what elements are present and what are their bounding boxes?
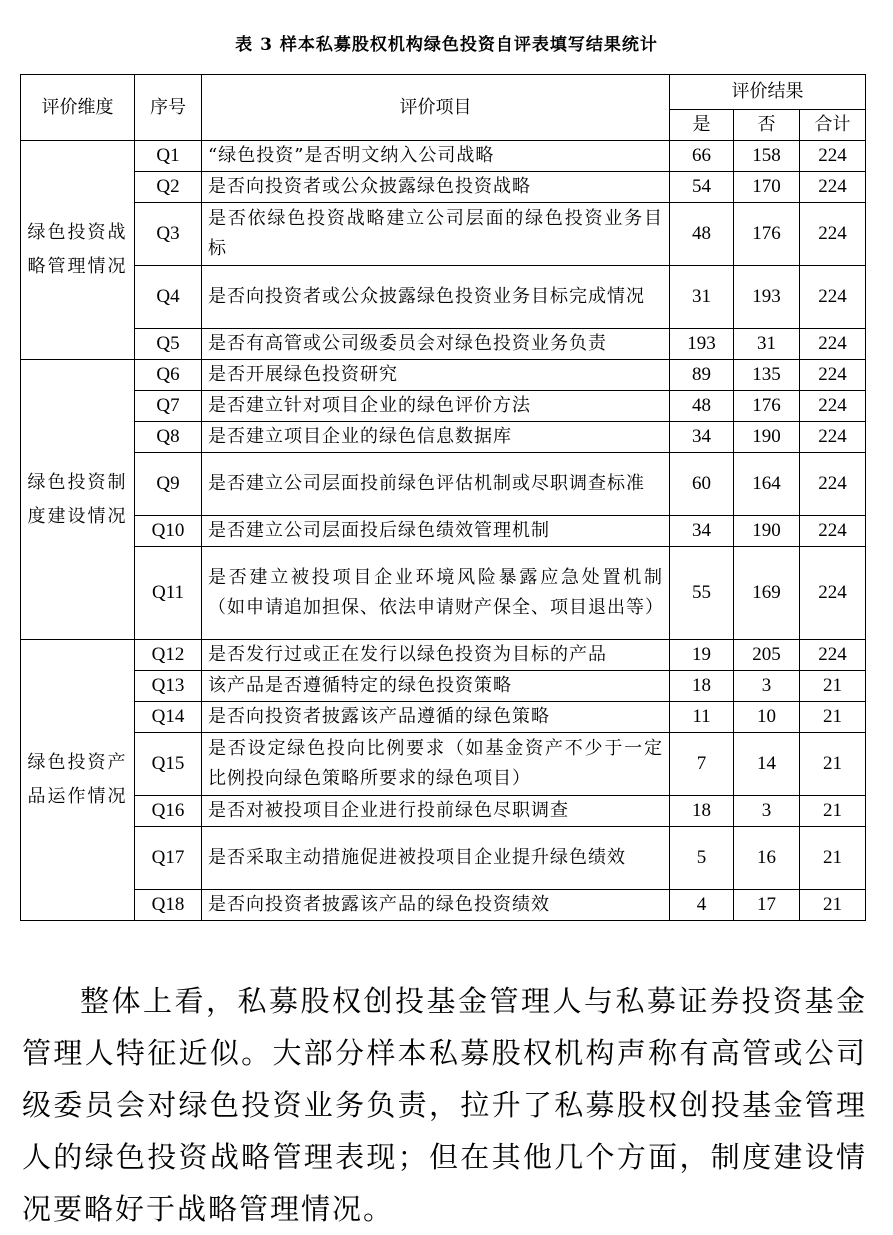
total-count: 21 [800, 733, 866, 796]
table-row [21, 702, 866, 733]
yes-count: 54 [670, 172, 734, 203]
no-count: 158 [734, 141, 800, 172]
table-row [21, 141, 866, 172]
no-count: 176 [734, 203, 800, 266]
no-count: 193 [734, 266, 800, 329]
question-id: Q16 [135, 796, 202, 827]
question-id: Q10 [135, 516, 202, 547]
table-row [21, 172, 866, 203]
total-count: 224 [800, 422, 866, 453]
no-count: 3 [734, 796, 800, 827]
question-id: Q17 [135, 827, 202, 890]
no-count: 169 [734, 547, 800, 640]
question-id: Q8 [135, 422, 202, 453]
question-id: Q18 [135, 890, 202, 921]
yes-count: 34 [670, 516, 734, 547]
question-text: 是否建立被投项目企业环境风险暴露应急处置机制（如申请追加担保、依法申请财产保全、项目退出等） [202, 547, 670, 640]
question-text: 是否向投资者或公众披露绿色投资业务目标完成情况 [202, 266, 670, 329]
yes-count: 89 [670, 360, 734, 391]
table-body [21, 141, 866, 921]
question-id: Q12 [135, 640, 202, 671]
table-row [21, 890, 866, 921]
no-count: 17 [734, 890, 800, 921]
yes-count: 48 [670, 391, 734, 422]
question-text: 是否对被投项目企业进行投前绿色尽职调查 [202, 796, 670, 827]
yes-count: 31 [670, 266, 734, 329]
question-text: 是否发行过或正在发行以绿色投资为目标的产品 [202, 640, 670, 671]
question-id: Q14 [135, 702, 202, 733]
question-text: 是否建立公司层面投前绿色评估机制或尽职调查标准 [202, 453, 670, 516]
yes-count: 18 [670, 796, 734, 827]
dimension-cell: 绿色投资产品运作情况 [21, 640, 135, 921]
table-row [21, 827, 866, 890]
dimension-cell: 绿色投资战略管理情况 [21, 141, 135, 360]
table-row [21, 422, 866, 453]
question-text: 是否开展绿色投资研究 [202, 360, 670, 391]
total-count: 21 [800, 702, 866, 733]
table-row [21, 203, 866, 266]
table-row [21, 733, 866, 796]
total-count: 224 [800, 640, 866, 671]
no-count: 16 [734, 827, 800, 890]
total-count: 224 [800, 391, 866, 422]
no-count: 164 [734, 453, 800, 516]
yes-count: 193 [670, 329, 734, 360]
question-text: 是否设定绿色投向比例要求（如基金资产不少于一定比例投向绿色策略所要求的绿色项目） [202, 733, 670, 796]
yes-count: 48 [670, 203, 734, 266]
total-count: 21 [800, 827, 866, 890]
total-count: 21 [800, 671, 866, 702]
no-count: 170 [734, 172, 800, 203]
table-row [21, 796, 866, 827]
question-id: Q4 [135, 266, 202, 329]
table-row [21, 266, 866, 329]
total-count: 21 [800, 890, 866, 921]
total-count: 224 [800, 360, 866, 391]
total-count: 224 [800, 329, 866, 360]
body-paragraph: 整体上看，私募股权创投基金管理人与私募证券投资基金管理人特征近似。大部分样本私募股权机构声称有高管或公司级委员会对绿色投资业务负责，拉升了私募股权创投基金管理人的绿色投资战略管理表现；但在其他几个方面，制度建设情况要略好于战略管理情况。 [22, 984, 867, 1226]
header-yes: 是 [670, 110, 734, 141]
no-count: 31 [734, 329, 800, 360]
question-text: 是否采取主动措施促进被投项目企业提升绿色绩效 [202, 827, 670, 890]
table-caption: 表 3 样本私募股权机构绿色投资自评表填写结果统计 [235, 35, 658, 55]
header-no: 否 [734, 110, 800, 141]
question-text: “绿色投资”是否明文纳入公司战略 [202, 141, 670, 172]
total-count: 224 [800, 547, 866, 640]
header-dimension: 评价维度 [21, 75, 135, 141]
question-text: 是否建立公司层面投后绿色绩效管理机制 [202, 516, 670, 547]
yes-count: 18 [670, 671, 734, 702]
table-row [21, 640, 866, 671]
no-count: 3 [734, 671, 800, 702]
header-seq: 序号 [135, 75, 202, 141]
header-total: 合计 [800, 110, 866, 141]
question-id: Q15 [135, 733, 202, 796]
total-count: 224 [800, 141, 866, 172]
yes-count: 11 [670, 702, 734, 733]
results-table [20, 74, 866, 921]
yes-count: 66 [670, 141, 734, 172]
question-id: Q9 [135, 453, 202, 516]
question-id: Q3 [135, 203, 202, 266]
table-row [21, 516, 866, 547]
header-result: 评价结果 [670, 75, 866, 110]
question-text: 是否依绿色投资战略建立公司层面的绿色投资业务目标 [202, 203, 670, 266]
yes-count: 19 [670, 640, 734, 671]
table-row [21, 671, 866, 702]
yes-count: 60 [670, 453, 734, 516]
question-id: Q1 [135, 141, 202, 172]
no-count: 205 [734, 640, 800, 671]
question-id: Q6 [135, 360, 202, 391]
table-row [21, 329, 866, 360]
header-item: 评价项目 [202, 75, 670, 141]
question-id: Q2 [135, 172, 202, 203]
question-text: 是否向投资者披露该产品的绿色投资绩效 [202, 890, 670, 921]
no-count: 190 [734, 422, 800, 453]
total-count: 21 [800, 796, 866, 827]
question-id: Q7 [135, 391, 202, 422]
no-count: 135 [734, 360, 800, 391]
table-row [21, 391, 866, 422]
yes-count: 34 [670, 422, 734, 453]
total-count: 224 [800, 203, 866, 266]
no-count: 176 [734, 391, 800, 422]
total-count: 224 [800, 516, 866, 547]
question-text: 是否建立项目企业的绿色信息数据库 [202, 422, 670, 453]
question-id: Q5 [135, 329, 202, 360]
question-text: 是否向投资者或公众披露绿色投资战略 [202, 172, 670, 203]
question-text: 是否向投资者披露该产品遵循的绿色策略 [202, 702, 670, 733]
yes-count: 55 [670, 547, 734, 640]
yes-count: 7 [670, 733, 734, 796]
total-count: 224 [800, 266, 866, 329]
table-row [21, 547, 866, 640]
question-text: 是否有高管或公司级委员会对绿色投资业务负责 [202, 329, 670, 360]
yes-count: 4 [670, 890, 734, 921]
header-row [21, 75, 866, 110]
yes-count: 5 [670, 827, 734, 890]
no-count: 190 [734, 516, 800, 547]
table-row [21, 360, 866, 391]
no-count: 10 [734, 702, 800, 733]
table-row [21, 453, 866, 516]
question-text: 是否建立针对项目企业的绿色评价方法 [202, 391, 670, 422]
question-id: Q13 [135, 671, 202, 702]
question-id: Q11 [135, 547, 202, 640]
total-count: 224 [800, 453, 866, 516]
total-count: 224 [800, 172, 866, 203]
dimension-cell: 绿色投资制度建设情况 [21, 360, 135, 640]
no-count: 14 [734, 733, 800, 796]
question-text: 该产品是否遵循特定的绿色投资策略 [202, 671, 670, 702]
